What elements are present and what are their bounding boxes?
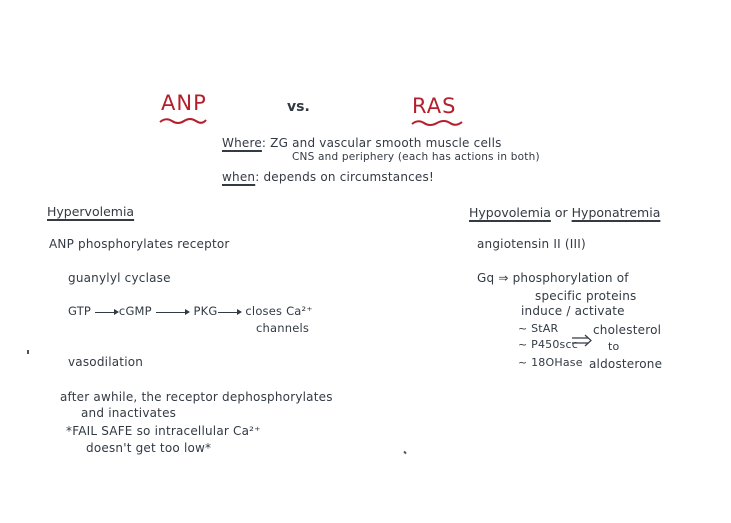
fail-safe-line: *FAIL SAFE so intracellular Ca²⁺ — [66, 424, 261, 438]
ras-title: RAS — [412, 94, 457, 118]
channels-label: channels — [256, 321, 310, 335]
where-text: : ZG and vascular smooth muscle cells — [261, 136, 502, 150]
hydroxylase-item: ~ 18OHase — [518, 356, 583, 369]
anp-squiggle — [158, 116, 208, 126]
anp-title: ANP — [161, 91, 207, 115]
cgmp-label: cGMP — [118, 304, 152, 318]
closes-ca-label: closes Ca²⁺ — [245, 304, 313, 318]
arrow-icon — [218, 307, 242, 317]
or-text: or — [550, 205, 572, 220]
cholesterol-label: cholesterol — [593, 323, 662, 337]
where-line — [222, 136, 502, 150]
to-label: to — [608, 340, 620, 353]
after-awhile-line: after awhile, the receptor dephosphorylates — [60, 390, 333, 404]
hyponatremia-text: Hyponatremia — [571, 205, 661, 220]
guanylyl-cyclase: guanylyl cyclase — [68, 271, 171, 285]
specific-proteins: specific proteins — [535, 289, 637, 303]
pkg-label: PKG — [193, 304, 218, 318]
anp-phosphorylates: ANP phosphorylates receptor — [49, 237, 230, 251]
double-arrow-icon — [571, 334, 593, 348]
where-sub: CNS and periphery (each has actions in both) — [292, 151, 540, 163]
hypovolemia-heading — [469, 205, 660, 220]
hypervolemia-heading-text: Hypervolemia — [47, 204, 135, 219]
angiotensin-line: angiotensin II (III) — [477, 237, 586, 251]
star-item: ~ StAR — [518, 322, 559, 335]
when-text: : depends on circumstances! — [255, 170, 434, 184]
hypovolemia-text: Hypovolemia — [469, 205, 551, 220]
when-line — [222, 170, 434, 184]
p450-item: ~ P450scc — [518, 338, 578, 351]
gq-line: Gq ⇒ phosphorylation of — [477, 271, 629, 285]
vasodilation-label: vasodilation — [68, 355, 144, 369]
pen-mark — [27, 350, 29, 354]
arrow-icon — [156, 307, 190, 317]
ras-squiggle — [410, 118, 464, 128]
gtp-pathway — [68, 304, 313, 318]
induce-activate: induce / activate — [521, 304, 625, 318]
where-label: Where — [222, 136, 262, 150]
pen-mark — [403, 451, 406, 455]
vs-label: vs. — [287, 99, 310, 115]
aldosterone-label: aldosterone — [589, 357, 663, 371]
inactivates-line: and inactivates — [81, 406, 177, 420]
arrow-icon — [95, 307, 119, 317]
gtp-label: GTP — [68, 304, 92, 318]
too-low-line: doesn't get too low* — [86, 441, 212, 455]
when-label: when — [222, 170, 256, 184]
hypervolemia-heading — [47, 204, 134, 219]
